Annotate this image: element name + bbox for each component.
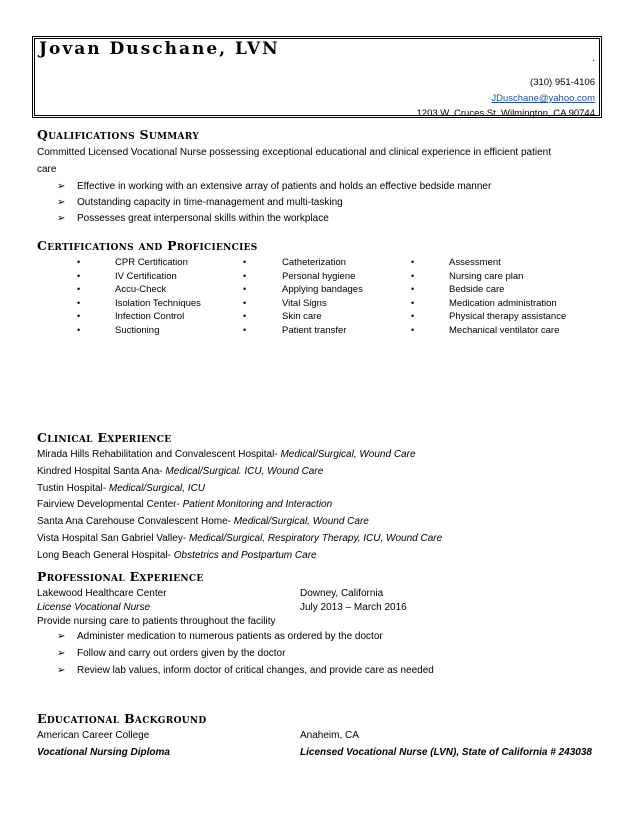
certification-item: Catheterization <box>282 257 346 268</box>
bullet-dot-icon: • <box>411 270 415 281</box>
arrow-bullet-icon: ➢ <box>57 197 66 208</box>
clinical-area: Medical/Surgical, Wound Care <box>233 516 369 528</box>
qualifications-line1: Committed Licensed Vocational Nurse possessing exceptional educational and clinical experience in efficient patient <box>37 147 552 158</box>
job-role: License Vocational Nurse <box>37 602 151 613</box>
clinical-place: Vista Hospital San Gabriel Valley- <box>37 533 189 544</box>
header-box <box>32 36 602 118</box>
clinical-place: Santa Ana Carehouse Convalescent Home- <box>37 516 234 528</box>
address: 1203 W. Cruces St. Wilmington, CA 90744 <box>416 108 595 119</box>
education-heading: Educational Background <box>37 711 207 726</box>
certification-item: Medication administration <box>449 297 557 309</box>
clinical-area: Medical/Surgical, Respiratory Therapy, ICU, Wound Care <box>188 533 443 544</box>
certification-item: Assessment <box>449 257 501 268</box>
employer-location: Downey, California <box>300 588 384 599</box>
clinical-item <box>37 449 416 460</box>
arrow-bullet-icon: ➢ <box>57 665 66 676</box>
job-bullet: ➢ Review lab values, inform doctor of critical changes, and provide care as needed <box>57 665 434 676</box>
arrow-bullet-icon: ➢ <box>57 631 66 642</box>
clinical-place: Tustin Hospital- <box>37 482 109 494</box>
certification-item: Personal hygiene <box>282 270 356 282</box>
bullet-dot-icon: • <box>77 297 81 308</box>
clinical-place: Fairview Developmental Center- <box>37 499 183 511</box>
bullet-dot-icon: • <box>411 257 415 267</box>
clinical-area: Medical/Surgical. ICU, Wound Care <box>165 465 324 477</box>
bullet-dot-icon: • <box>411 311 415 322</box>
bullet-dot-icon: • <box>77 257 81 267</box>
bullet-dot-icon: • <box>243 297 247 308</box>
arrow-bullet-icon: ➢ <box>57 181 66 192</box>
email-link[interactable]: JDuschane@yahoo.com <box>491 93 595 104</box>
bullet-dot-icon: • <box>411 325 415 335</box>
header-dot: . <box>592 53 595 64</box>
phone: (310) 951-4106 <box>530 77 595 88</box>
certifications-heading: Certifications and Proficiencies <box>37 238 258 253</box>
qual-bullet: ➢ Outstanding capacity in time-management and multi-tasking <box>57 197 343 208</box>
candidate-name: Jovan Duschane, LVN <box>39 39 280 59</box>
certification-item: Suctioning <box>115 325 160 336</box>
certification-item: Vital Signs <box>282 297 327 309</box>
certification-item: Bedside care <box>449 284 505 296</box>
qualifications-heading: Qualifications Summary <box>37 127 200 142</box>
certification-item: Patient transfer <box>282 325 347 336</box>
certification-item: Applying bandages <box>282 284 363 296</box>
bullet-dot-icon: • <box>243 325 247 335</box>
bullet-dot-icon: • <box>243 257 247 267</box>
certification-item: CPR Certification <box>115 257 188 268</box>
job-dates: July 2013 – March 2016 <box>300 602 407 613</box>
bullet-dot-icon: • <box>77 311 81 322</box>
clinical-item <box>37 516 369 527</box>
certification-item: Infection Control <box>115 311 185 323</box>
job-bullet: ➢ Follow and carry out orders given by the doctor <box>57 648 286 659</box>
professional-heading: Professional Experience <box>37 569 204 584</box>
school-location: Anaheim, CA <box>300 730 359 741</box>
bullet-dot-icon: • <box>243 311 247 322</box>
bullet-dot-icon: • <box>243 284 247 295</box>
certification-item: Skin care <box>282 311 322 323</box>
arrow-bullet-icon: ➢ <box>57 648 66 659</box>
clinical-item <box>37 499 332 510</box>
school: American Career College <box>37 730 150 741</box>
certification-item: Nursing care plan <box>449 270 524 282</box>
qual-bullet: ➢ Possesses great interpersonal skills within the workplace <box>57 213 329 224</box>
clinical-item <box>37 550 317 561</box>
certification-item: Isolation Techniques <box>115 297 201 309</box>
clinical-area: Medical/Surgical, ICU <box>108 482 206 494</box>
clinical-heading: Clinical Experience <box>37 430 172 445</box>
employer: Lakewood Healthcare Center <box>37 588 167 599</box>
job-bullet: ➢ Administer medication to numerous patients as ordered by the doctor <box>57 631 383 642</box>
bullet-dot-icon: • <box>77 270 81 281</box>
arrow-bullet-icon: ➢ <box>57 213 66 224</box>
certification-item: IV Certification <box>115 270 177 282</box>
bullet-dot-icon: • <box>411 297 415 308</box>
certification-item: Physical therapy assistance <box>449 311 567 323</box>
clinical-area: Patient Monitoring and Interaction <box>182 499 333 511</box>
diploma: Vocational Nursing Diploma <box>37 747 170 758</box>
clinical-item <box>37 466 323 477</box>
clinical-place: Mirada Hills Rehabilitation and Convalescent Hospital- <box>37 449 281 460</box>
bullet-dot-icon: • <box>243 270 247 281</box>
clinical-item <box>37 533 442 544</box>
clinical-place: Long Beach General Hospital- <box>37 549 174 561</box>
bullet-dot-icon: • <box>77 284 81 295</box>
qual-bullet: ➢ Effective in working with an extensive array of patients and holds an effective bedside manner <box>57 181 492 192</box>
license: Licensed Vocational Nurse (LVN), State of California # 243038 <box>300 747 592 758</box>
qualifications-line2: care <box>37 164 57 175</box>
certification-item: Accu-Check <box>115 284 167 296</box>
clinical-place: Kindred Hospital Santa Ana- <box>37 465 166 477</box>
clinical-area: Medical/Surgical, Wound Care <box>280 449 416 460</box>
certification-item: Mechanical ventilator care <box>449 325 560 336</box>
clinical-area: Obstetrics and Postpartum Care <box>173 549 317 561</box>
job-summary: Provide nursing care to patients throughout the facility <box>37 616 276 627</box>
clinical-item <box>37 483 205 494</box>
bullet-dot-icon: • <box>77 325 81 335</box>
bullet-dot-icon: • <box>411 284 415 295</box>
